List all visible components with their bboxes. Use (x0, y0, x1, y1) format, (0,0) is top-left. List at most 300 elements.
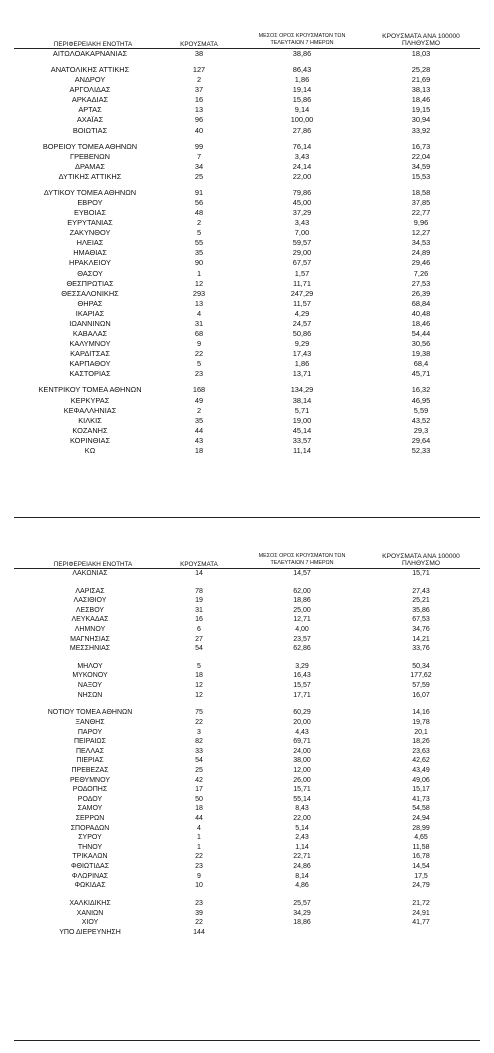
cell-region: ΦΘΙΩΤΙΔΑΣ (70, 863, 110, 871)
cell-per-100k: 43,52 (411, 415, 431, 425)
table-row (14, 105, 480, 115)
cell-avg: 60,29 (293, 709, 311, 717)
header-avg: ΜΕΣΟΣ ΟΡΟΣ ΚΡΟΥΣΜΑΤΩΝ ΤΩΝ ΤΕΛΕΥΤΑΙΩΝ 7 ΗΜΕΡΩΝ (258, 553, 346, 566)
cell-per-100k: 16,32 (411, 385, 431, 395)
cell-region: ΚΟΖΑΝΗΣ (72, 425, 108, 435)
table-row (14, 75, 480, 85)
cell-region: ΚΑΡΔΙΤΣΑΣ (70, 349, 110, 359)
cell-avg: 11,57 (293, 298, 311, 308)
table-row (14, 228, 480, 238)
table-header (14, 28, 480, 48)
table-row (14, 708, 480, 718)
cell-avg: 33,57 (292, 435, 312, 445)
cell-cases: 12 (195, 682, 203, 690)
cell-region: ΧΙΟΥ (81, 919, 99, 927)
cell-cases: 16 (194, 95, 204, 105)
cell-cases: 293 (192, 288, 206, 298)
cell-per-100k: 29,46 (411, 258, 431, 268)
cell-per-100k: 18,58 (411, 187, 431, 197)
cell-cases: 35 (194, 415, 204, 425)
table-row (14, 899, 480, 909)
cell-avg: 25,57 (293, 899, 311, 907)
cell-avg: 5,14 (295, 824, 309, 832)
cell-per-100k: 45,71 (411, 369, 431, 379)
cell-region: ΚΑΣΤΟΡΙΑΣ (69, 369, 111, 379)
cell-region: ΠΙΕΡΙΑΣ (76, 757, 104, 765)
cell-cases: 54 (195, 757, 203, 765)
cell-cases: 82 (195, 738, 203, 746)
table-row (14, 881, 480, 891)
cell-region: ΑΡΤΑΣ (78, 105, 102, 115)
cell-avg: 5,71 (294, 405, 310, 415)
cell-avg: 38,86 (292, 49, 312, 58)
table-row (14, 289, 480, 299)
cell-per-100k: 19,78 (412, 718, 430, 726)
cell-per-100k: 19,38 (411, 349, 431, 359)
table-row (14, 928, 480, 938)
cell-avg: 19,00 (292, 415, 312, 425)
cell-avg: 2,43 (295, 834, 309, 842)
cell-per-100k: 34,76 (412, 626, 430, 634)
cell-cases: 55 (194, 238, 204, 248)
table-row (14, 152, 480, 162)
cell-region: ΚΑΛΥΜΝΟΥ (69, 339, 111, 349)
table-row (14, 795, 480, 805)
cell-per-100k: 16,07 (412, 691, 430, 699)
table-row (14, 258, 480, 268)
cell-per-100k: 38,13 (411, 85, 431, 95)
cell-per-100k: 68,4 (413, 359, 429, 369)
cell-cases: 39 (195, 909, 203, 917)
cell-cases: 13 (194, 298, 204, 308)
cell-per-100k: 14,54 (412, 863, 430, 871)
table-row (14, 766, 480, 776)
cell-per-100k: 49,06 (412, 776, 430, 784)
cell-cases: 91 (194, 187, 204, 197)
cell-per-100k: 46,95 (411, 395, 431, 405)
cell-region: ΘΕΣΠΡΩΤΙΑΣ (66, 278, 114, 288)
cell-per-100k: 17,5 (414, 872, 428, 880)
cell-avg: 62,00 (293, 587, 311, 595)
cell-per-100k: 24,89 (411, 248, 431, 258)
cell-region: ΣΕΡΡΩΝ (75, 815, 105, 823)
cell-per-100k: 21,72 (412, 899, 430, 907)
cell-region: ΔΥΤΙΚΗΣ ΑΤΤΙΚΗΣ (58, 171, 122, 181)
table-row (14, 416, 480, 426)
cell-cases: 4 (196, 308, 202, 318)
cell-cases: 2 (196, 218, 202, 228)
table-row (14, 339, 480, 349)
cell-avg: 19,14 (292, 85, 312, 95)
table-body (14, 49, 480, 456)
cell-avg: 13,71 (292, 369, 312, 379)
cell-cases: 56 (194, 198, 204, 208)
cell-cases: 22 (195, 853, 203, 861)
table-row (14, 126, 480, 136)
cell-region: ΓΡΕΒΕΝΩΝ (70, 151, 110, 161)
table-row (14, 718, 480, 728)
cell-cases: 43 (194, 435, 204, 445)
cell-avg: 4,86 (295, 882, 309, 890)
table-row (14, 349, 480, 359)
cell-per-100k: 11,58 (412, 843, 430, 851)
table-row (14, 814, 480, 824)
table-row (14, 824, 480, 834)
table-row (14, 833, 480, 843)
cell-per-100k: 19,15 (411, 105, 431, 115)
cell-region: ΡΟΔΟΠΗΣ (72, 786, 108, 794)
cell-region: ΛΑΚΩΝΙΑΣ (72, 570, 108, 577)
cell-avg: 29,00 (292, 248, 312, 258)
table-row (14, 681, 480, 691)
table-row (14, 615, 480, 625)
cell-per-100k: 68,84 (411, 298, 431, 308)
cell-cases: 16 (195, 616, 203, 624)
table-row (14, 635, 480, 645)
cell-cases: 75 (195, 709, 203, 717)
table-row (14, 188, 480, 198)
cell-per-100k: 5,59 (413, 405, 429, 415)
cell-avg: 24,57 (292, 318, 312, 328)
cell-per-100k: 25,21 (412, 597, 430, 605)
cell-per-100k: 12,27 (411, 228, 431, 238)
table-row (14, 319, 480, 329)
cell-region: ΑΝΔΡΟΥ (74, 75, 106, 85)
cell-region: ΠΕΛΛΑΣ (75, 747, 105, 755)
cell-cases: 10 (195, 882, 203, 890)
cell-per-100k: 16,78 (412, 853, 430, 861)
table-body (14, 569, 480, 937)
cell-cases: 19 (195, 597, 203, 605)
cell-avg: 11,71 (293, 278, 311, 288)
cell-per-100k: 14,16 (412, 709, 430, 717)
cell-region: ΗΛΕΙΑΣ (76, 238, 104, 248)
cell-region: ΤΡΙΚΑΛΩΝ (72, 853, 108, 861)
cell-region: ΛΕΣΒΟΥ (75, 606, 105, 614)
table-row (14, 85, 480, 95)
cell-per-100k: 37,85 (411, 198, 431, 208)
table-bottom-rule (14, 517, 480, 518)
cell-per-100k: 35,86 (412, 606, 430, 614)
cell-per-100k: 25,28 (411, 65, 431, 75)
cell-per-100k: 34,59 (411, 161, 431, 171)
cell-cases: 25 (195, 766, 203, 774)
cell-cases: 1 (196, 268, 202, 278)
cell-cases: 9 (197, 872, 201, 880)
cell-avg: 55,14 (293, 795, 311, 803)
cell-per-100k: 20,1 (414, 728, 428, 736)
cell-cases: 3 (197, 728, 201, 736)
cell-per-100k: 28,99 (412, 824, 430, 832)
cell-cases: 90 (194, 258, 204, 268)
cell-avg: 45,14 (292, 425, 312, 435)
cell-cases: 2 (196, 75, 202, 85)
cell-cases: 13 (194, 105, 204, 115)
cell-per-100k: 24,91 (412, 909, 430, 917)
cell-region: ΖΑΚΥΝΘΟΥ (69, 228, 111, 238)
table-row (14, 436, 480, 446)
row-spacer (14, 700, 480, 708)
cell-cases: 34 (194, 161, 204, 171)
cell-region: ΣΑΜΟΥ (77, 805, 103, 813)
table-row (14, 446, 480, 456)
table-row (14, 198, 480, 208)
cell-avg: 23,57 (293, 635, 311, 643)
cell-region: ΚΕΝΤΡΙΚΟΥ ΤΟΜΕΑ ΑΘΗΝΩΝ (38, 385, 142, 395)
cell-cases: 44 (194, 425, 204, 435)
cell-region: ΧΑΝΙΩΝ (76, 909, 104, 917)
table-row (14, 569, 480, 579)
cell-cases: 5 (196, 228, 202, 238)
cell-avg: 1,86 (294, 75, 310, 85)
cell-region: ΜΑΓΝΗΣΙΑΣ (70, 635, 110, 643)
table-row (14, 142, 480, 152)
cell-per-100k: 50,34 (412, 662, 430, 670)
cell-cases: 54 (195, 645, 203, 653)
cell-region: ΘΑΣΟΥ (77, 268, 103, 278)
cell-cases: 5 (196, 359, 202, 369)
cell-per-100k: 24,94 (412, 815, 430, 823)
cell-cases: 50 (195, 795, 203, 803)
cell-per-100k: 15,17 (412, 786, 430, 794)
table-row (14, 115, 480, 125)
cell-avg: 4,29 (294, 308, 310, 318)
table-row (14, 747, 480, 757)
cell-cases: 14 (195, 570, 203, 577)
table-row (14, 95, 480, 105)
cell-avg: 24,00 (293, 747, 311, 755)
cell-cases: 23 (195, 899, 203, 907)
cell-avg: 9,14 (294, 105, 310, 115)
cell-avg: 100,00 (290, 115, 314, 125)
cell-cases: 6 (197, 626, 201, 634)
cell-region: ΣΠΟΡΑΔΩΝ (70, 824, 110, 832)
cell-region: ΒΟΙΩΤΙΑΣ (72, 125, 108, 135)
cell-avg: 7,00 (294, 228, 310, 238)
cell-per-100k: 15,53 (411, 171, 431, 181)
cell-avg: 59,57 (292, 238, 312, 248)
cell-region: ΞΑΝΘΗΣ (75, 718, 105, 726)
cell-avg: 247,29 (290, 288, 314, 298)
cell-cases: 31 (195, 606, 203, 614)
header-per-100k: ΚΡΟΥΣΜΑΤΑ ΑΝΑ 100000 ΠΛΗΘΥΣΜΟ (382, 33, 460, 47)
cell-cases: 22 (194, 349, 204, 359)
header-region: ΠΕΡΙΦΕΡΕΙΑΚΗ ΕΝΟΤΗΤΑ (53, 561, 133, 568)
cell-region: ΦΛΩΡΙΝΑΣ (71, 872, 109, 880)
cell-cases: 23 (195, 863, 203, 871)
cell-per-100k: 67,53 (412, 616, 430, 624)
table-row (14, 644, 480, 654)
cell-region: ΝΗΣΩΝ (77, 691, 103, 699)
table-row (14, 671, 480, 681)
cell-avg: 1,14 (295, 843, 309, 851)
cell-avg: 12,71 (293, 616, 311, 624)
table-header (14, 548, 480, 568)
cell-avg: 14,57 (293, 570, 311, 577)
table-row (14, 65, 480, 75)
table-row (14, 785, 480, 795)
cell-region: ΜΥΚΟΝΟΥ (72, 672, 108, 680)
cell-per-100k: 4,65 (414, 834, 428, 842)
cell-region: ΚΙΛΚΙΣ (78, 415, 102, 425)
cell-per-100k: 40,48 (411, 308, 431, 318)
cell-avg: 3,43 (294, 151, 310, 161)
cell-avg: 18,86 (293, 597, 311, 605)
cell-region: ΒΟΡΕΙΟΥ ΤΟΜΕΑ ΑΘΗΝΩΝ (42, 141, 138, 151)
table-row (14, 279, 480, 289)
cell-avg: 1,86 (294, 359, 310, 369)
cell-per-100k: 43,49 (412, 766, 430, 774)
cell-avg: 12,00 (293, 766, 311, 774)
cell-cases: 1 (197, 834, 201, 842)
cell-region: ΡΕΘΥΜΝΟΥ (69, 776, 110, 784)
cell-cases: 33 (195, 747, 203, 755)
cell-region: ΚΑΒΑΛΑΣ (72, 329, 108, 339)
table-row (14, 691, 480, 701)
cell-region: ΙΩΑΝΝΙΝΩΝ (69, 318, 111, 328)
cell-avg: 24,14 (292, 161, 312, 171)
header-avg: ΜΕΣΟΣ ΟΡΟΣ ΚΡΟΥΣΜΑΤΩΝ ΤΩΝ ΤΕΛΕΥΤΑΙΩΝ 7 ΗΜΕΡΩΝ (258, 33, 346, 46)
cell-avg: 17,43 (292, 349, 312, 359)
cell-region: ΑΧΑΪΑΣ (76, 115, 104, 125)
cell-per-100k: 27,53 (411, 278, 431, 288)
cell-region: ΡΟΔΟΥ (77, 795, 103, 803)
cell-avg: 38,14 (292, 395, 312, 405)
cell-avg: 15,86 (292, 95, 312, 105)
table-row (14, 756, 480, 766)
cell-avg: 27,86 (292, 125, 312, 135)
table-row (14, 872, 480, 882)
table-row (14, 625, 480, 635)
cell-region: ΙΚΑΡΙΑΣ (75, 308, 105, 318)
cell-per-100k: 33,76 (412, 645, 430, 653)
cell-per-100k: 41,73 (412, 795, 430, 803)
table-row (14, 852, 480, 862)
table-row (14, 208, 480, 218)
cell-per-100k: 18,03 (411, 49, 431, 58)
cell-cases: 22 (195, 919, 203, 927)
cell-region: ΛΗΜΝΟΥ (74, 626, 106, 634)
cell-cases: 48 (194, 208, 204, 218)
cell-cases: 18 (194, 445, 204, 455)
cell-cases: 49 (194, 395, 204, 405)
cell-region: ΚΑΡΠΑΘΟΥ (69, 359, 111, 369)
cell-avg: 62,86 (293, 645, 311, 653)
cell-per-100k: 21,69 (411, 75, 431, 85)
cell-per-100k: 14,21 (412, 635, 430, 643)
cell-per-100k: 22,77 (411, 208, 431, 218)
table-row (14, 238, 480, 248)
cell-region: ΛΕΥΚΑΔΑΣ (71, 616, 109, 624)
cell-region: ΗΜΑΘΙΑΣ (73, 248, 107, 258)
table-row (14, 406, 480, 416)
cell-cases: 25 (194, 171, 204, 181)
cell-per-100k: 57,59 (412, 682, 430, 690)
cell-region: ΣΥΡΟΥ (78, 834, 102, 842)
cell-per-100k: 41,77 (412, 919, 430, 927)
table-row (14, 248, 480, 258)
cell-per-100k: 26,39 (411, 288, 431, 298)
cell-per-100k: 18,26 (412, 738, 430, 746)
table-row (14, 329, 480, 339)
cell-cases: 12 (195, 691, 203, 699)
table-row (14, 737, 480, 747)
row-spacer (14, 891, 480, 899)
cell-avg: 22,71 (293, 853, 311, 861)
cell-region: ΛΑΣΙΘΙΟΥ (73, 597, 107, 605)
cell-avg: 1,57 (294, 268, 310, 278)
cell-cases: 23 (194, 369, 204, 379)
cell-region: ΑΙΤΩΛΟΑΚΑΡΝΑΝΙΑΣ (52, 49, 128, 58)
table-row (14, 918, 480, 928)
cell-avg: 15,71 (293, 786, 311, 794)
cell-region: ΜΗΛΟΥ (77, 662, 103, 670)
table-row (14, 172, 480, 182)
cell-per-100k: 29,3 (413, 425, 429, 435)
cell-per-100k: 15,71 (412, 570, 430, 577)
cell-region: ΚΕΡΚΥΡΑΣ (70, 395, 110, 405)
cell-avg: 37,29 (292, 208, 312, 218)
cell-per-100k: 24,79 (412, 882, 430, 890)
cell-region: ΚΕΦΑΛΛΗΝΙΑΣ (63, 405, 117, 415)
cell-avg: 8,43 (295, 805, 309, 813)
cell-region: ΔΥΤΙΚΟΥ ΤΟΜΕΑ ΑΘΗΝΩΝ (43, 187, 137, 197)
cell-avg: 3,29 (295, 662, 309, 670)
table-row (14, 426, 480, 436)
row-spacer (14, 579, 480, 587)
cell-region: ΧΑΛΚΙΔΙΚΗΣ (69, 899, 111, 907)
cell-region: ΠΡΕΒΕΖΑΣ (71, 766, 109, 774)
cell-region: ΔΡΑΜΑΣ (75, 161, 105, 171)
cell-avg: 22,00 (292, 171, 312, 181)
cell-region: ΦΩΚΙΔΑΣ (74, 882, 106, 890)
table-row (14, 369, 480, 379)
cell-cases: 37 (194, 85, 204, 95)
cell-region: ΚΩ (84, 445, 96, 455)
table-row (14, 909, 480, 919)
table-row (14, 843, 480, 853)
cell-cases: 127 (192, 65, 206, 75)
table-row (14, 804, 480, 814)
cell-per-100k: 27,43 (412, 587, 430, 595)
table-row (14, 662, 480, 672)
cell-avg: 67,57 (292, 258, 312, 268)
cell-region: ΝΟΤΙΟΥ ΤΟΜΕΑ ΑΘΗΝΩΝ (47, 709, 133, 717)
cell-region: ΠΑΡΟΥ (77, 728, 103, 736)
table-row (14, 728, 480, 738)
table-row (14, 606, 480, 616)
cell-per-100k: 34,53 (411, 238, 431, 248)
cell-cases: 99 (194, 141, 204, 151)
cell-cases: 18 (195, 672, 203, 680)
cell-cases: 42 (195, 776, 203, 784)
cell-cases: 27 (195, 635, 203, 643)
cell-per-100k: 23,63 (412, 747, 430, 755)
cell-region: ΑΡΓΟΛΙΔΑΣ (69, 85, 111, 95)
cell-avg: 20,00 (293, 718, 311, 726)
cell-avg: 34,29 (293, 909, 311, 917)
cell-region: ΕΥΒΟΙΑΣ (73, 208, 107, 218)
cell-avg: 8,14 (295, 872, 309, 880)
cell-avg: 134,29 (290, 385, 314, 395)
cell-cases: 2 (196, 405, 202, 415)
table-row (14, 269, 480, 279)
cell-per-100k: 18,46 (411, 95, 431, 105)
cell-avg: 26,00 (293, 776, 311, 784)
table-row (14, 587, 480, 597)
cell-avg: 69,71 (293, 738, 311, 746)
header-per-100k: ΚΡΟΥΣΜΑΤΑ ΑΝΑ 100000 ΠΛΗΘΥΣΜΟ (382, 553, 460, 567)
